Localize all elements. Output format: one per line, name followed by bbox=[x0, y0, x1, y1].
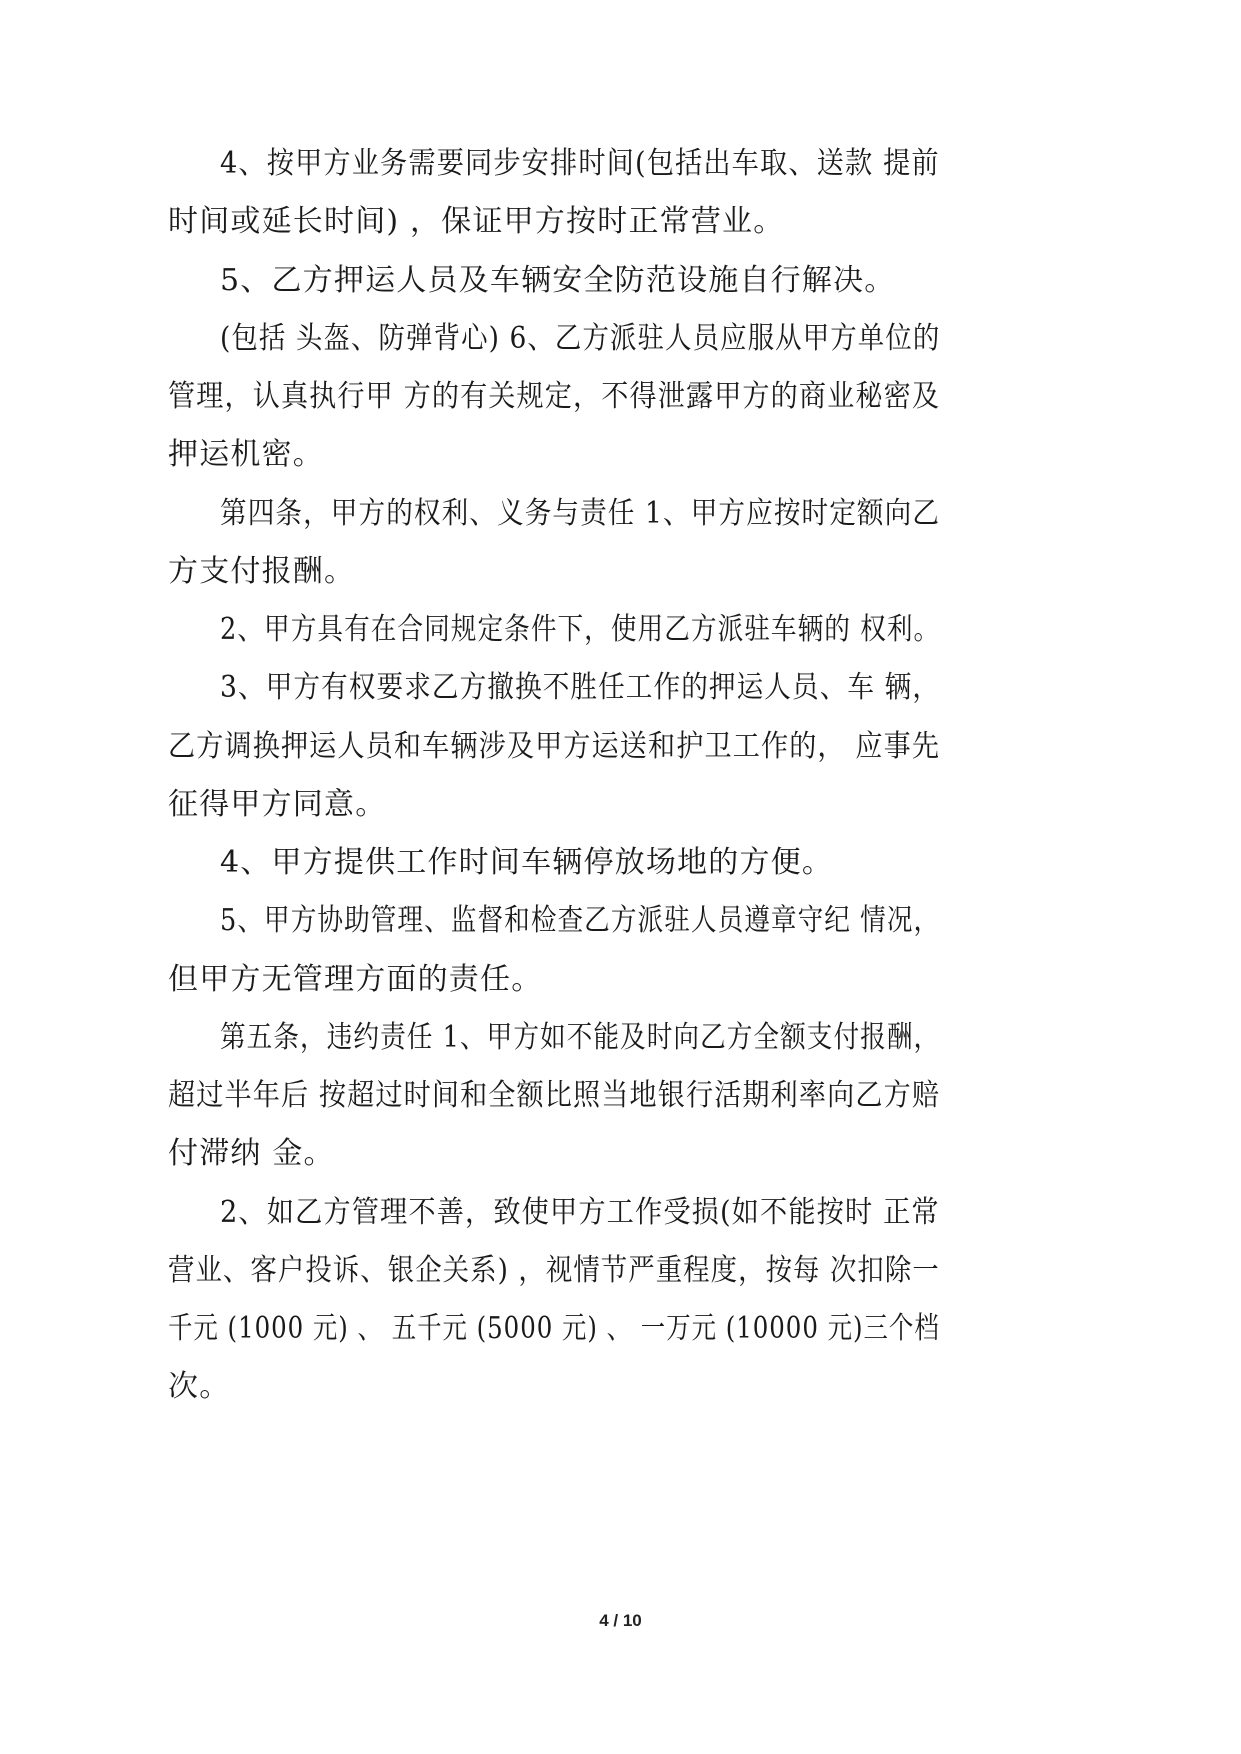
text-line-19: 2、如乙方管理不善，致使甲方工作受损(如不能按时 正常 bbox=[220, 1195, 940, 1230]
text-line-14: 5、甲方协助管理、监督和检查乙方派驻人员遵章守纪 情况， bbox=[220, 903, 941, 938]
page-number: 4 / 10 bbox=[599, 1611, 642, 1630]
text-line-9: 2、甲方具有在合同规定条件下，使用乙方派驻车辆的 权利。 bbox=[220, 612, 941, 647]
text-line-8: 方支付报酬。 bbox=[168, 554, 356, 589]
text-line-13: 4、甲方提供工作时间车辆停放场地的方便。 bbox=[220, 845, 834, 880]
text-line-12: 征得甲方同意。 bbox=[168, 787, 387, 822]
text-line-6: 押运机密。 bbox=[168, 437, 324, 472]
text-line-2: 时间或延长时间) ，保证甲方按时正常营业。 bbox=[168, 204, 785, 239]
text-line-5: 管理，认真执行甲 方的有关规定，不得泄露甲方的商业秘密及 bbox=[168, 379, 941, 414]
text-line-3: 5、乙方押运人员及车辆安全防范设施自行解决。 bbox=[220, 263, 896, 298]
text-line-20: 营业、客户投诉、银企关系) ，视情节严重程度，按每 次扣除一 bbox=[168, 1253, 940, 1288]
text-line-22: 次。 bbox=[168, 1369, 231, 1404]
text-line-17: 超过半年后 按超过时间和全额比照当地银行活期利率向乙方赔 bbox=[168, 1078, 941, 1113]
text-line-21: 千元 (1000 元) 、 五千元 (5000 元) 、 一万元 (10000 元)三个档 bbox=[168, 1311, 940, 1346]
text-line-1: 4、按甲方业务需要同步安排时间(包括出车取、送款 提前 bbox=[220, 146, 940, 181]
text-line-4: (包括 头盔、防弹背心) 6、乙方派驻人员应服从甲方单位的 bbox=[220, 321, 941, 356]
text-line-7: 第四条，甲方的权利、义务与责任 1、甲方应按时定额向乙 bbox=[220, 496, 941, 531]
text-line-16: 第五条，违约责任 1、甲方如不能及时向乙方全额支付报酬， bbox=[220, 1020, 941, 1055]
text-line-18: 付滞纳 金。 bbox=[168, 1136, 335, 1171]
text-line-10: 3、甲方有权要求乙方撤换不胜任工作的押运人员、车 辆， bbox=[220, 670, 941, 705]
text-line-11: 乙方调换押运人员和车辆涉及甲方运送和护卫工作的， 应事先 bbox=[168, 729, 941, 764]
text-line-15: 但甲方无管理方面的责任。 bbox=[168, 962, 543, 997]
